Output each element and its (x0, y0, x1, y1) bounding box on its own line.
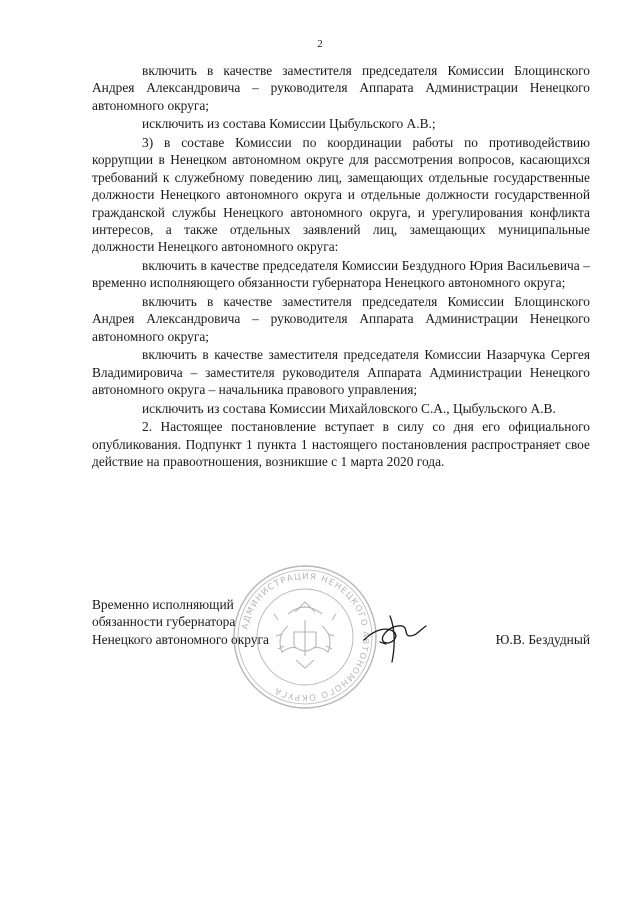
paragraph: включить в качестве заместителя председателя Комиссии Назарчука Сергея Владимировича – заместителя руководителя Аппарата Администрации Ненецкого автономного округа – начальника правового управления; (92, 347, 590, 398)
paragraph: включить в качестве заместителя председателя Комиссии Блощинского Андрея Александровича – руководителя Аппарата Администрации Ненецкого автономного округа; (92, 63, 590, 113)
paragraph: 3) в составе Комиссии по координации работы по противодействию коррупции в Ненецком автономном округе для рассмотрения вопросов, касающихся требований к служебному поведению лиц, замещающих отдельные государственные должности Ненецкого автономного округа и отдельные должности государственной гражданской службы Ненецкого автономного округа, и урегулирования конфликта интересов, а также отдельных заявлений лиц, замещающих муниципальные должности Ненецкого автономного округа: (92, 135, 590, 255)
signer-title (92, 596, 269, 648)
signer-title-line: Ненецкого автономного округа (92, 631, 269, 647)
signature-block (92, 571, 590, 706)
paragraph: исключить из состава Комиссии Цыбульского А.В.; (142, 116, 436, 132)
signer-name: Ю.В. Бездудный (495, 631, 590, 647)
svg-text:АДМИНИСТРАЦИЯ НЕНЕЦКОГО АВТОНО: АДМИНИСТРАЦИЯ НЕНЕЦКОГО АВТОНОМНОГО ОКРУГА (240, 571, 371, 703)
signer-title-line: обязанности губернатора (92, 614, 236, 630)
handwritten-signature-icon (360, 596, 430, 666)
paragraph: включить в качестве заместителя председателя Комиссии Блощинского Андрея Александровича – руководителя Аппарата Администрации Ненецкого автономного округа; (92, 294, 590, 344)
page-number: 2 (317, 38, 323, 50)
document-body (92, 62, 590, 472)
paragraph: включить в качестве председателя Комиссии Бездудного Юрия Васильевича – временно исполняющего обязанности губернатора Ненецкого автономного округа; (92, 258, 590, 291)
signer-title-line: Временно исполняющий (92, 597, 234, 612)
paragraph: 2. Настоящее постановление вступает в силу со дня его официального опубликования. Подпункт 1 пункта 1 настоящего постановления распространяет свое действие на правоотношения, возникшие с 1 марта 2020 года. (92, 419, 590, 470)
paragraph: исключить из состава Комиссии Михайловского С.А., Цыбульского А.В. (142, 400, 556, 416)
